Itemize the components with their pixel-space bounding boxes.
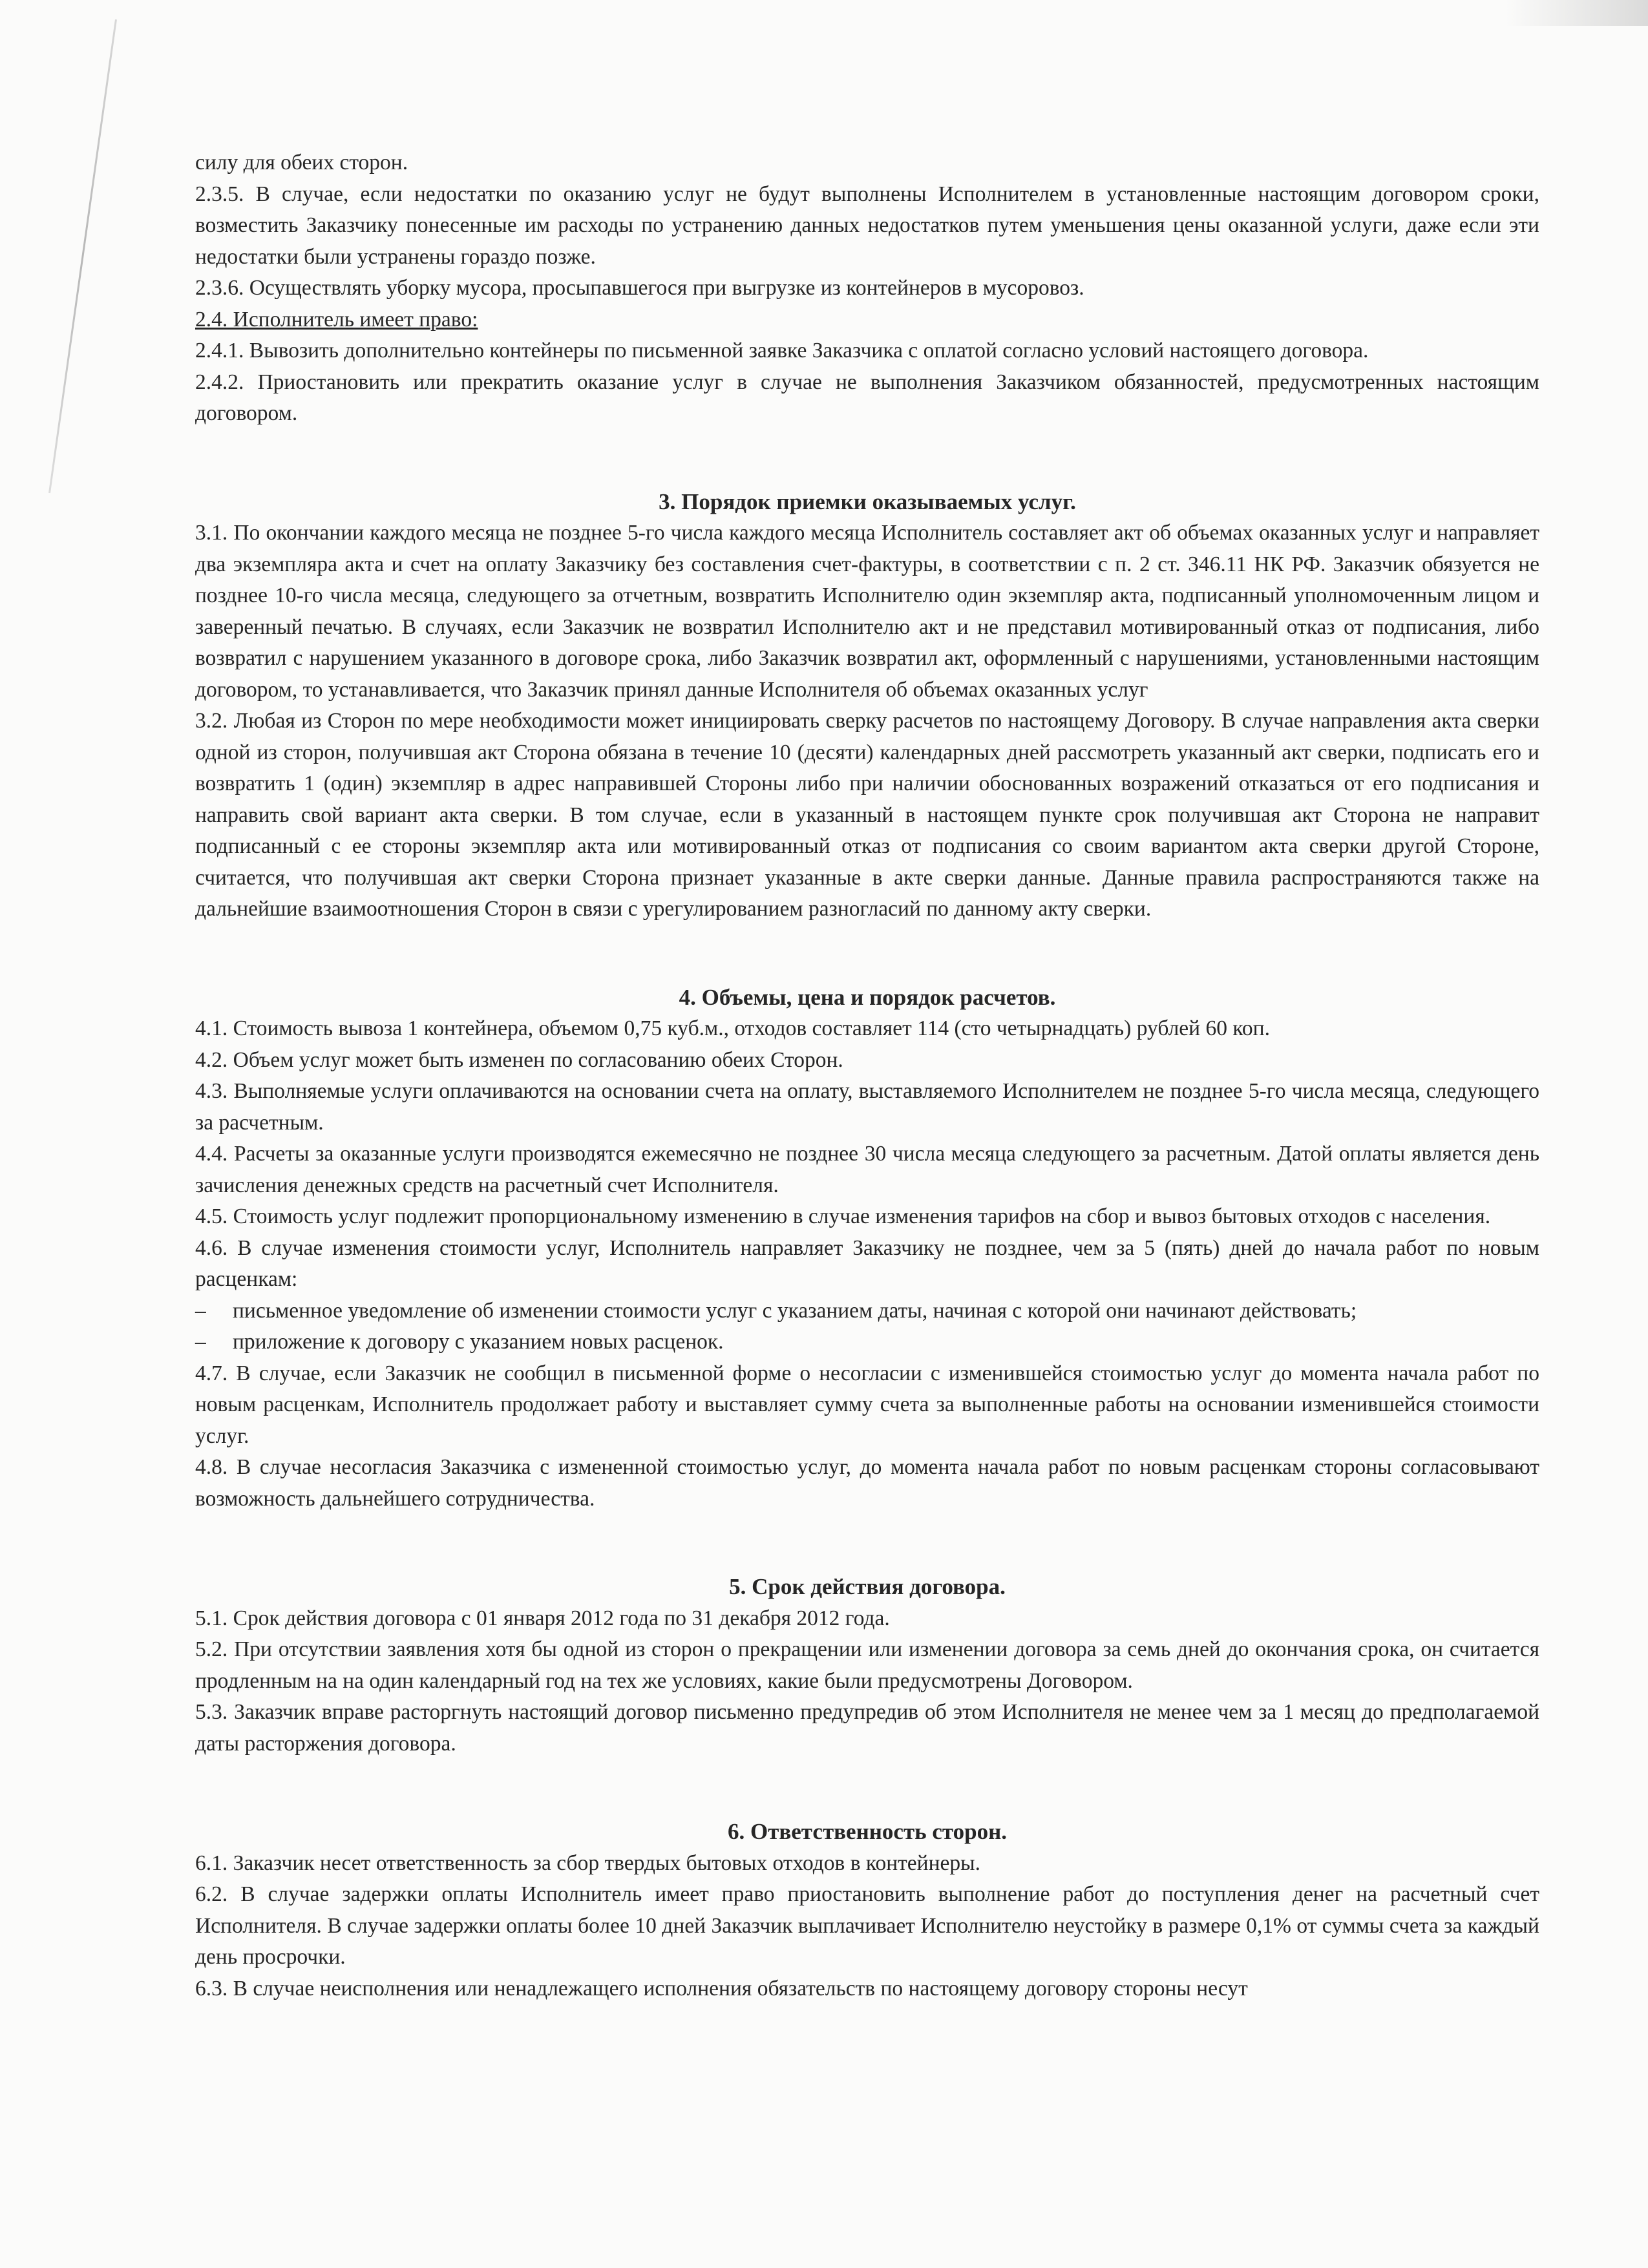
clause-2-3-6: 2.3.6. Осуществлять уборку мусора, просыпавшегося при выгрузке из контейнеров в мусоровоз. bbox=[195, 276, 1084, 300]
clause-4-7: 4.7. В случае, если Заказчик не сообщил в письменной форме о несогласии с изменившейся стоимостью услуг до момента начала работ по новым расценкам, Исполнитель продолжает работу и выставляет сумму счета за выполненные работы на основании изменившейся стоимости услуг. bbox=[195, 1361, 1539, 1448]
clause-2-4-heading: 2.4. Исполнитель имеет право: bbox=[195, 307, 478, 331]
clause-6-1: 6.1. Заказчик несет ответственность за сбор твердых бытовых отходов в контейнеры. bbox=[195, 1851, 981, 1875]
list-item bbox=[195, 1296, 1539, 1327]
clause-2-4-1: 2.4.1. Вывозить дополнительно контейнеры по письменной заявке Заказчика с оплатой согласно условий настоящего договора. bbox=[195, 339, 1369, 362]
contract-text bbox=[195, 147, 1539, 2004]
list-item-text: письменное уведомление об изменении стоимости услуг с указанием даты, начиная с которой они начинают действовать; bbox=[233, 1298, 1357, 1323]
clause-3-2: 3.2. Любая из Сторон по мере необходимости может инициировать сверку расчетов по настоящему Договору. В случае направления акта сверки одной из сторон, получившая акт Сторона обязана в течение 10 (десяти) календарных дней рассмотреть указанный акт сверки, подписать его и возвратить 1 (один) экземпляр в адрес направившей Стороны либо при наличии обоснованных возражений отказаться от его подписания и направить свой вариант акта сверки. В том случае, если в указанный в настоящем пункте срок получившая акт Сторона не направит подписанный с ее стороны экземпляр акта или мотивированный отказ от подписания со своим вариантом акта сверки другой Стороне, считается, что получившая акт сверки Сторона признает указанные в акте сверки данные. Данные правила распространяются также на дальнейшие взаимоотношения Сторон в связи с урегулированием разногласий по данному акту сверки. bbox=[195, 709, 1539, 921]
clause-3-1: 3.1. По окончании каждого месяца не позднее 5-го числа каждого месяца Исполнитель составляет акт об объемах оказанных услуг и направляет два экземпляра акта и счет на оплату Заказчику без составления счет-фактуры, в соответствии с п. 2 ст. 346.11 НК РФ. Заказчик обязуется не позднее 10-го числа месяца, следующего за отчетным, возвратить Исполнителю один экземпляр акта, подписанный уполномоченным лицом и заверенный печатью. В случаях, если Заказчик не возвратил Исполнителю акт и не представил мотивированный отказ от подписания, либо возвратил с нарушением указанного в договоре срока, либо Заказчик возвратил акт, оформленный с нарушениями, установленными настоящим договором, то устанавливается, что Заказчик принял данные Исполнителя об объемах оказанных услуг bbox=[195, 521, 1539, 702]
scan-artifact bbox=[1506, 0, 1648, 26]
clause-4-4: 4.4. Расчеты за оказанные услуги производятся ежемесячно не позднее 30 числа месяца следующего за расчетным. Датой оплаты является день зачисления денежных средств на расчетный счет Исполнителя. bbox=[195, 1142, 1539, 1197]
clause-4-2: 4.2. Объем услуг может быть изменен по согласованию обеих Сторон. bbox=[195, 1047, 843, 1072]
list-dash: – bbox=[195, 1330, 206, 1354]
section-6-title: 6. Ответственность сторон. bbox=[727, 1819, 1008, 1844]
list-dash: – bbox=[195, 1298, 206, 1323]
clause-2-3-5: 2.3.5. В случае, если недостатки по оказанию услуг не будут выполнены Исполнителем в установленные настоящим договором сроки, возместить Заказчику понесенные им расходы по устранению данных недостатков путем уменьшения цены оказанной услуги, даже если эти недостатки были устранены гораздо позже. bbox=[195, 182, 1539, 269]
section-3-title: 3. Порядок приемки оказываемых услуг. bbox=[659, 488, 1076, 514]
clause-4-8: 4.8. В случае несогласия Заказчика с измененной стоимостью услуг, до момента начала работ по новым расценкам стороны согласовывают возможность дальнейшего сотрудничества. bbox=[195, 1455, 1539, 1511]
clause-4-1: 4.1. Стоимость вывоза 1 контейнера, объемом 0,75 куб.м., отходов составляет 114 (сто четырнадцать) рублей 60 коп. bbox=[195, 1016, 1270, 1040]
text-line: силу для обеих сторон. bbox=[195, 151, 408, 174]
clause-6-3: 6.3. В случае неисполнения или ненадлежащего исполнения обязательств по настоящему договору стороны несут bbox=[195, 1976, 1248, 2000]
clause-6-2: 6.2. В случае задержки оплаты Исполнитель имеет право приостановить выполнение работ до поступления денег на расчетный счет Исполнителя. В случае задержки оплаты более 10 дней Заказчик выплачивает Исполнителю неустойку в размере 0,1% от суммы счета за каждый день просрочки. bbox=[195, 1882, 1539, 1969]
list-item bbox=[195, 1327, 1539, 1358]
clause-4-5: 4.5. Стоимость услуг подлежит пропорциональному изменению в случае изменения тарифов на сбор и вывоз бытовых отходов с населения. bbox=[195, 1204, 1491, 1228]
scan-artifact bbox=[48, 19, 117, 493]
clause-5-2: 5.2. При отсутствии заявления хотя бы одной из сторон о прекращении или изменении договора за семь дней до окончания срока, он считается продленным на на один календарный год на тех же условиях, какие были предусмотрены Договором. bbox=[195, 1637, 1539, 1693]
clause-2-4-2: 2.4.2. Приостановить или прекратить оказание услуг в случае не выполнения Заказчиком обязанностей, предусмотренных настоящим договором. bbox=[195, 370, 1539, 425]
clause-5-1: 5.1. Срок действия договора с 01 января 2012 года по 31 декабря 2012 года. bbox=[195, 1606, 890, 1630]
section-5-title: 5. Срок действия договора. bbox=[729, 1574, 1006, 1599]
clause-4-6: 4.6. В случае изменения стоимости услуг, Исполнитель направляет Заказчику не позднее, чем за 5 (пять) дней до начала работ по новым расценкам: bbox=[195, 1235, 1539, 1291]
clause-5-3: 5.3. Заказчик вправе расторгнуть настоящий договор письменно предупредив об этом Исполнителя не менее чем за 1 месяц до предполагаемой даты расторжения договора. bbox=[195, 1700, 1539, 1756]
clause-4-3: 4.3. Выполняемые услуги оплачиваются на основании счета на оплату, выставляемого Исполнителем не позднее 5-го числа месяца, следующего за расчетным. bbox=[195, 1079, 1539, 1135]
section-4-title: 4. Объемы, цена и порядок расчетов. bbox=[679, 984, 1056, 1010]
list-item-text: приложение к договору с указанием новых расценок. bbox=[233, 1330, 724, 1354]
